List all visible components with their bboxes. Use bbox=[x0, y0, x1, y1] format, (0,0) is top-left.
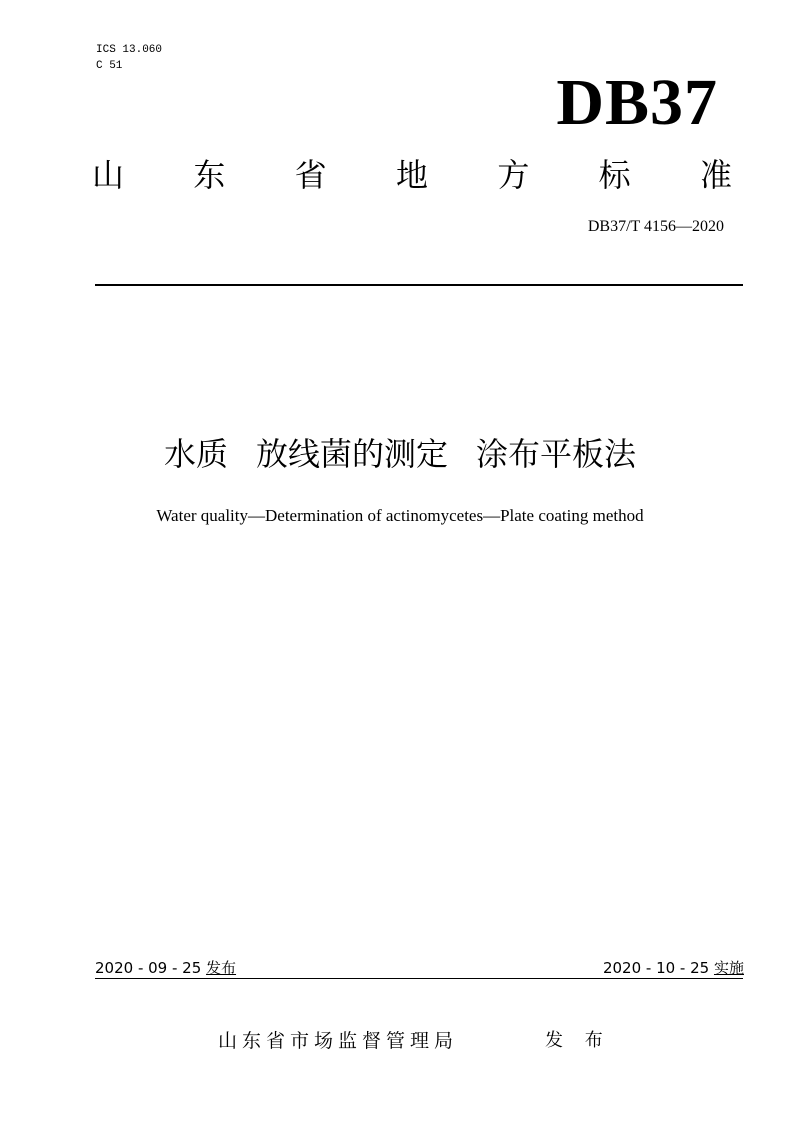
issue-label: 发布 bbox=[206, 959, 237, 977]
standard-type-char: 地 bbox=[395, 156, 428, 194]
standard-type-char: 准 bbox=[699, 156, 732, 194]
standard-type-char: 方 bbox=[497, 156, 530, 194]
standard-number: DB37/T 4156—2020 bbox=[587, 218, 724, 235]
implementation-date-line bbox=[603, 957, 744, 979]
implementation-date: 2020 - 10 - 25 bbox=[602, 959, 710, 977]
issue-date-line bbox=[95, 957, 236, 979]
classification-codes bbox=[96, 42, 162, 74]
standard-type-char: 东 bbox=[193, 156, 226, 194]
title-part: 放线菌的测定 bbox=[255, 435, 448, 473]
standard-type-char: 标 bbox=[598, 156, 631, 194]
title-part: 水质 bbox=[163, 435, 228, 473]
implementation-label: 实施 bbox=[713, 959, 744, 977]
document-title-en: Water quality—Determination of actinomycetes—Plate coating method bbox=[156, 506, 644, 525]
issue-date: 2020 - 09 - 25 bbox=[95, 959, 202, 977]
issuer-action: 发 布 bbox=[545, 1030, 611, 1051]
document-title-cn bbox=[0, 432, 800, 476]
issuing-authority: 山东省市场监督管理局 bbox=[218, 1030, 459, 1052]
standard-type-char: 山 bbox=[92, 156, 125, 194]
header-divider bbox=[95, 284, 743, 286]
standard-type-char: 省 bbox=[294, 156, 327, 194]
standard-type-heading bbox=[92, 155, 732, 195]
standard-code: DB37 bbox=[556, 66, 718, 139]
footer-divider bbox=[95, 978, 743, 979]
ccs-code: C 51 bbox=[96, 60, 123, 72]
ics-code: ICS 13.060 bbox=[96, 44, 163, 56]
title-part: 涂布平板法 bbox=[476, 435, 637, 473]
